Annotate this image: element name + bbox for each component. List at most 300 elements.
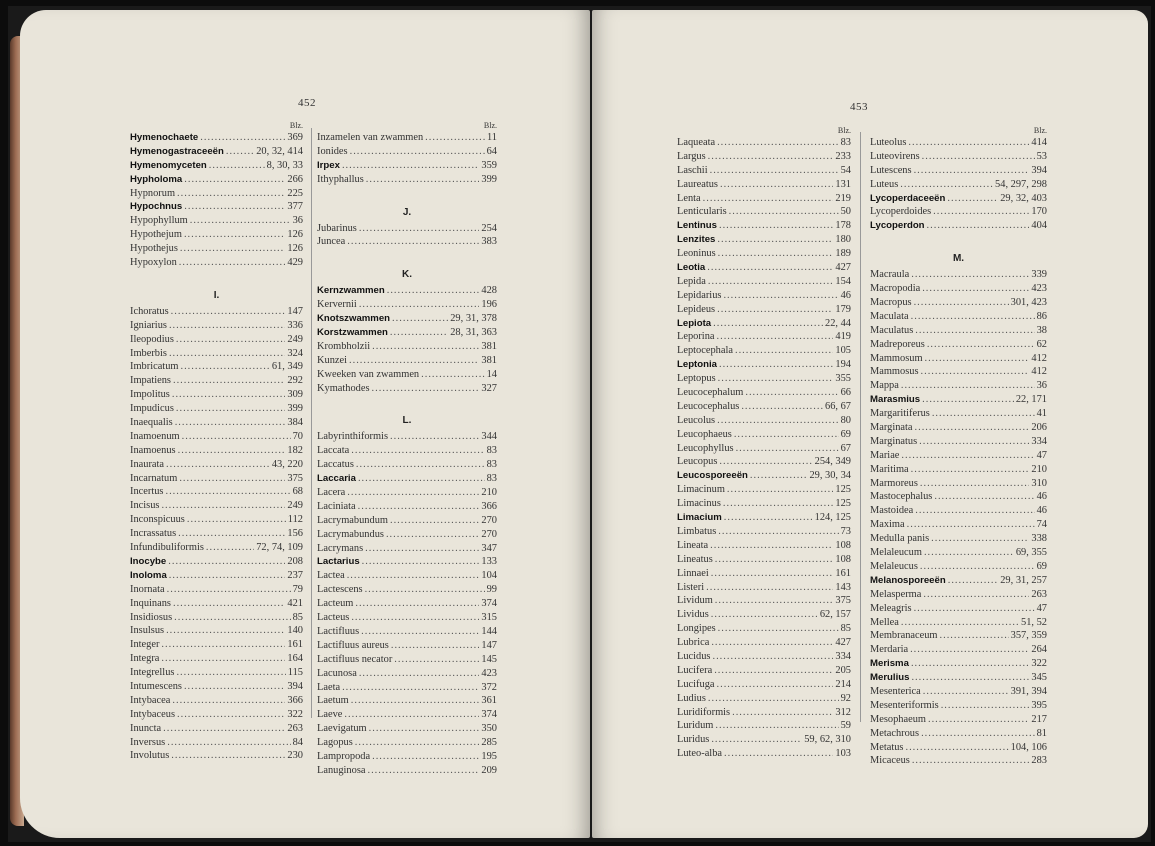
index-term: Inquinans <box>130 597 171 609</box>
index-term: Lucidus <box>677 650 711 662</box>
dot-leader <box>173 374 285 388</box>
index-term: Lanuginosa <box>317 764 366 776</box>
index-term: Intybaceus <box>130 708 176 720</box>
index-entry <box>677 164 851 178</box>
dot-leader <box>729 205 839 219</box>
dot-leader <box>911 268 1029 282</box>
dot-leader <box>180 242 285 256</box>
dot-leader <box>708 275 834 289</box>
index-term: Lepida <box>677 275 706 287</box>
index-term: Meleagris <box>870 602 912 614</box>
index-term: Leucopus <box>677 456 718 468</box>
index-entry <box>677 414 851 428</box>
index-term: Lacrymabundus <box>317 528 384 540</box>
index-entry <box>870 136 1047 150</box>
index-term: Inaequalis <box>130 417 173 429</box>
index-entry <box>677 317 851 331</box>
index-entry <box>870 205 1047 219</box>
index-entry <box>870 629 1047 643</box>
dot-leader <box>717 136 839 150</box>
dot-leader <box>923 685 1009 699</box>
index-entry <box>130 624 303 638</box>
dot-leader <box>724 747 833 761</box>
index-entry <box>317 472 497 486</box>
index-term: Lubrica <box>677 637 710 649</box>
index-entry <box>677 178 851 192</box>
index-term: Lineatus <box>677 553 713 565</box>
index-page-ref: 140 <box>287 625 303 637</box>
index-term: Impolitus <box>130 389 170 401</box>
index-page-ref: 112 <box>287 514 303 526</box>
dot-leader <box>177 187 285 201</box>
dot-leader <box>179 472 285 486</box>
index-page-ref: 66 <box>840 387 851 399</box>
index-term: Mastoidea <box>870 505 914 517</box>
index-entry <box>317 569 497 583</box>
dot-leader <box>176 333 286 347</box>
index-term: Maculata <box>870 310 909 322</box>
index-term: Lacteus <box>317 612 350 624</box>
dot-leader <box>703 192 834 206</box>
index-page-ref: 217 <box>1031 713 1047 725</box>
index-page-ref: 249 <box>287 333 303 345</box>
dot-leader <box>905 741 1008 755</box>
index-page-ref: 47 <box>1036 602 1047 614</box>
index-entry <box>677 330 851 344</box>
index-entry <box>130 374 303 388</box>
index-page-ref: 41 <box>1036 408 1047 420</box>
index-page-ref: 145 <box>481 653 497 665</box>
index-entry <box>870 421 1047 435</box>
index-term: Incarnatum <box>130 472 178 484</box>
index-term: Incertus <box>130 486 164 498</box>
index-term: Leucocephalum <box>677 387 744 399</box>
index-page-ref: 233 <box>835 150 851 162</box>
dot-leader <box>161 499 285 513</box>
dot-leader <box>351 444 484 458</box>
index-page-ref: 206 <box>1031 422 1047 434</box>
index-term: Macropodia <box>870 283 921 295</box>
dot-leader <box>359 298 480 312</box>
index-entry <box>870 741 1047 755</box>
index-page-ref: 84 <box>292 736 303 748</box>
index-term: Integra <box>130 653 160 665</box>
page-column-header: Blz. <box>289 121 303 130</box>
dot-leader <box>347 486 479 500</box>
index-term: Lacteum <box>317 598 354 610</box>
index-page-ref: 67 <box>840 442 851 454</box>
index-entry <box>130 416 303 430</box>
dot-leader <box>912 754 1030 768</box>
index-page-ref: 381 <box>481 354 497 366</box>
index-term: Kunzei <box>317 354 348 366</box>
index-page-ref: 53 <box>1036 150 1047 162</box>
index-page-ref: 292 <box>287 375 303 387</box>
index-entry <box>130 722 303 736</box>
section-letter: M. <box>952 253 965 265</box>
index-entry <box>317 368 497 382</box>
index-page-ref: 338 <box>1031 533 1047 545</box>
index-term: Ichoratus <box>130 305 169 317</box>
index-entry <box>130 583 303 597</box>
index-term: Lepidarius <box>677 289 722 301</box>
dot-leader <box>361 625 479 639</box>
index-term: Ludius <box>677 692 706 704</box>
dot-leader <box>391 639 480 653</box>
index-page-ref: 336 <box>287 319 303 331</box>
dot-leader <box>934 490 1034 504</box>
index-page-ref: 214 <box>835 678 851 690</box>
index-term: Laeve <box>317 709 343 721</box>
index-entry <box>677 303 851 317</box>
index-entry <box>870 164 1047 178</box>
index-entry <box>130 256 303 270</box>
dot-leader <box>715 594 834 608</box>
index-page-ref: 205 <box>835 664 851 676</box>
index-entry <box>130 444 303 458</box>
index-page-ref: 210 <box>1031 463 1047 475</box>
index-term: Leucosporeeën <box>677 470 748 482</box>
index-page-ref: 83 <box>486 473 497 485</box>
index-column-right-2 <box>870 126 1047 768</box>
index-page-ref: 404 <box>1031 220 1047 232</box>
index-term: Madreporeus <box>870 338 925 350</box>
index-page-ref: 170 <box>1031 206 1047 218</box>
dot-leader <box>914 164 1030 178</box>
index-page-ref: 68 <box>292 486 303 498</box>
index-entry <box>677 483 851 497</box>
index-page-ref: 427 <box>835 262 851 274</box>
index-entry <box>130 611 303 625</box>
index-term: Limacinum <box>677 484 725 496</box>
index-page-ref: 62 <box>1036 338 1047 350</box>
index-entry <box>677 344 851 358</box>
dot-leader <box>911 657 1029 671</box>
index-term: Incisus <box>130 500 160 512</box>
index-entry <box>130 597 303 611</box>
dot-leader <box>390 430 479 444</box>
index-term: Marasmius <box>870 394 921 406</box>
index-term: Leucocephalus <box>677 400 740 412</box>
dot-leader <box>350 145 485 159</box>
index-entry <box>317 354 497 368</box>
index-page-ref: 423 <box>481 667 497 679</box>
index-term: Membranaceum <box>870 630 938 642</box>
index-page-ref: 381 <box>481 340 497 352</box>
index-term: Margaritiferus <box>870 408 930 420</box>
dot-leader <box>347 569 480 583</box>
index-page-ref: 254, 349 <box>814 456 851 468</box>
index-term: Laschii <box>677 164 708 176</box>
index-entry <box>870 574 1047 588</box>
dot-leader <box>390 326 448 340</box>
index-term: Leucolus <box>677 414 716 426</box>
index-page-ref: 83 <box>486 445 497 457</box>
index-entry <box>130 666 303 680</box>
index-term: Lutescens <box>870 164 912 176</box>
index-entry <box>870 532 1047 546</box>
index-page-ref: 54, 297, 298 <box>995 178 1047 190</box>
index-page-ref: 83 <box>840 137 851 148</box>
index-term: Labyrinthiformis <box>317 431 388 443</box>
index-page-ref: 361 <box>481 695 497 707</box>
dot-leader <box>719 358 833 372</box>
index-entry <box>130 749 303 763</box>
dot-leader <box>184 173 285 187</box>
dot-leader <box>915 421 1030 435</box>
index-term: Luridus <box>677 734 710 746</box>
index-entry <box>317 555 497 569</box>
index-page-ref: 69 <box>1036 560 1047 572</box>
index-entry <box>317 736 497 750</box>
index-page-ref: 339 <box>1031 269 1047 281</box>
dot-leader <box>359 667 480 681</box>
dot-leader <box>911 671 1029 685</box>
dot-leader <box>908 136 1029 150</box>
dot-leader <box>386 528 479 542</box>
dot-leader <box>735 344 833 358</box>
index-term: Inamoenum <box>130 430 180 442</box>
index-term: Luteolus <box>870 137 907 148</box>
index-entry <box>130 485 303 499</box>
index-page-ref: 264 <box>1031 644 1047 656</box>
index-term: Lividus <box>677 609 709 621</box>
index-page-ref: 399 <box>287 403 303 415</box>
index-term: Inzamelen van zwammen <box>317 132 424 143</box>
index-page-ref: 283 <box>1031 755 1047 767</box>
dot-leader <box>717 330 834 344</box>
index-page-ref: 301, 423 <box>1010 297 1047 309</box>
index-term: Lycoperdoides <box>870 206 932 218</box>
section-letter: L. <box>402 415 412 427</box>
index-term: Ileopodius <box>130 333 174 345</box>
index-page-ref: 92 <box>840 692 851 704</box>
dot-leader <box>347 235 479 249</box>
index-term: Lentinus <box>677 220 717 232</box>
index-page-ref: 210 <box>481 487 497 499</box>
index-entry <box>130 187 303 201</box>
index-term: Marmoreus <box>870 477 918 489</box>
dot-leader <box>176 402 286 416</box>
index-term: Mastocephalus <box>870 491 933 503</box>
dot-leader <box>180 360 269 374</box>
index-term: Hypophyllum <box>130 215 188 227</box>
dot-leader <box>741 400 823 414</box>
index-page-ref: 427 <box>835 637 851 649</box>
index-term: Ithyphallus <box>317 173 364 185</box>
index-page-ref: 345 <box>1031 672 1047 684</box>
index-term: Mesenterica <box>870 685 921 697</box>
index-page-ref: 69, 355 <box>1015 547 1047 559</box>
dot-leader <box>915 324 1034 338</box>
index-entry <box>870 365 1047 379</box>
index-entry <box>870 178 1047 192</box>
index-page-ref: 46 <box>1036 491 1047 503</box>
index-entry <box>317 694 497 708</box>
index-term: Luteovirens <box>870 150 920 162</box>
index-term: Melaleucus <box>870 560 918 572</box>
index-page-ref: 219 <box>835 192 851 204</box>
index-term: Inocybe <box>130 555 167 567</box>
index-entry <box>677 219 851 233</box>
index-page-ref: 309 <box>287 389 303 401</box>
index-term: Irpex <box>317 159 340 171</box>
index-page-ref: 126 <box>287 243 303 255</box>
index-entry <box>677 525 851 539</box>
index-entry <box>130 527 303 541</box>
index-page-ref: 429 <box>287 257 303 269</box>
dot-leader <box>920 560 1035 574</box>
index-page-ref: 384 <box>287 417 303 429</box>
index-entry <box>317 326 497 340</box>
index-page-ref: 391, 394 <box>1010 685 1047 697</box>
dot-leader <box>922 150 1035 164</box>
dot-leader <box>372 750 479 764</box>
index-page-ref: 104, 106 <box>1010 741 1047 753</box>
spacer <box>870 233 1047 246</box>
dot-leader <box>745 386 838 400</box>
index-entry <box>130 360 303 374</box>
index-page-ref: 334 <box>1031 435 1047 447</box>
index-entry <box>677 136 851 150</box>
index-page-ref: 80 <box>840 414 851 426</box>
index-term: Hymenochaete <box>130 132 199 143</box>
index-page-ref: 208 <box>287 555 303 567</box>
index-entry <box>870 685 1047 699</box>
spacer <box>317 249 497 262</box>
index-entry <box>317 750 497 764</box>
index-column-right-1 <box>677 126 851 761</box>
index-page-ref: 54 <box>840 164 851 176</box>
index-term: Marginata <box>870 422 913 434</box>
index-entry <box>317 528 497 542</box>
index-entry <box>870 699 1047 713</box>
index-entry <box>130 402 303 416</box>
index-entry <box>317 597 497 611</box>
index-page-ref: 115 <box>287 667 303 679</box>
index-term: Lividum <box>677 595 713 607</box>
index-entry <box>677 428 851 442</box>
index-term: Mappa <box>870 380 899 392</box>
index-entry <box>317 639 497 653</box>
index-column-left-2 <box>317 121 497 778</box>
index-term: Merdaria <box>870 644 909 656</box>
index-page-ref: 237 <box>287 569 303 581</box>
index-term: Integrellus <box>130 667 175 679</box>
dot-leader <box>922 393 1014 407</box>
index-entry <box>317 159 497 173</box>
index-page-ref: 85 <box>292 611 303 623</box>
dot-leader <box>167 736 290 750</box>
index-term: Lineata <box>677 539 709 551</box>
index-term: Lactifluus aureus <box>317 639 389 651</box>
left-page <box>20 10 590 838</box>
index-term: Leptonia <box>677 359 717 371</box>
index-page-ref: 104 <box>481 570 497 582</box>
index-page-ref: 412 <box>1031 352 1047 364</box>
dot-leader <box>206 541 254 555</box>
index-entry <box>677 233 851 247</box>
dot-leader <box>911 310 1035 324</box>
page-column-header: Blz. <box>1033 126 1047 135</box>
index-page-ref: 51, 52 <box>1021 616 1047 628</box>
index-entry <box>317 458 497 472</box>
index-entry <box>317 542 497 556</box>
index-page-ref: 66, 67 <box>825 400 851 412</box>
dot-leader <box>711 567 834 581</box>
dot-leader <box>920 477 1030 491</box>
index-term: Lacrymans <box>317 542 364 554</box>
index-term: Longipes <box>677 623 716 635</box>
index-term: Macropus <box>870 297 912 309</box>
index-entry <box>870 192 1047 206</box>
index-term: Leptocephala <box>677 345 733 357</box>
index-page-ref: 375 <box>287 472 303 484</box>
index-entry <box>870 449 1047 463</box>
index-entry <box>317 430 497 444</box>
index-page-ref: 29, 32, 403 <box>1000 192 1047 204</box>
index-term: Melasperma <box>870 588 922 600</box>
index-term: Lepideus <box>677 303 716 315</box>
index-term: Lactifluus necator <box>317 653 393 665</box>
index-entry <box>317 340 497 354</box>
index-page-ref: 161 <box>287 639 303 651</box>
index-term: Lepiota <box>677 317 712 329</box>
dot-leader <box>710 539 833 553</box>
index-page-ref: 374 <box>481 598 497 610</box>
index-entry <box>677 567 851 581</box>
index-entry <box>677 636 851 650</box>
index-page-ref: 327 <box>481 382 497 394</box>
index-term: Intumescens <box>130 680 182 692</box>
index-page-ref: 263 <box>1031 588 1047 600</box>
index-page-ref: 22, 171 <box>1015 394 1047 406</box>
index-term: Mammosum <box>870 352 923 364</box>
index-term: Lactescens <box>317 584 363 596</box>
index-page-ref: 69 <box>840 428 851 440</box>
index-term: Medulla panis <box>870 533 930 545</box>
dot-leader <box>359 222 480 236</box>
index-entry <box>317 667 497 681</box>
index-page-ref: 46 <box>840 289 851 301</box>
dot-leader <box>901 379 1035 393</box>
index-page-ref: 125 <box>835 484 851 496</box>
index-entry <box>677 261 851 275</box>
index-page-ref: 29, 31, 257 <box>1000 574 1047 586</box>
index-term: Inornata <box>130 583 165 595</box>
index-page-ref: 161 <box>835 567 851 579</box>
index-page-ref: 20, 32, 414 <box>256 145 303 157</box>
index-term: Mariae <box>870 449 900 461</box>
dot-leader <box>719 455 812 469</box>
dot-leader <box>711 608 818 622</box>
dot-leader <box>915 504 1034 518</box>
index-term: Metatus <box>870 741 904 753</box>
dot-leader <box>718 525 838 539</box>
dot-leader <box>184 200 285 214</box>
dot-leader <box>922 282 1029 296</box>
index-term: Krombholzii <box>317 340 371 352</box>
index-page-ref: 372 <box>481 681 497 693</box>
index-page-ref: 86 <box>1036 310 1047 322</box>
page-column-header: Blz. <box>483 121 497 130</box>
dot-leader <box>723 289 838 303</box>
index-term: Igniarius <box>130 319 167 331</box>
index-term: Leotia <box>677 262 706 274</box>
index-term: Macraula <box>870 269 910 281</box>
index-page-ref: 324 <box>287 347 303 359</box>
index-entry <box>317 514 497 528</box>
